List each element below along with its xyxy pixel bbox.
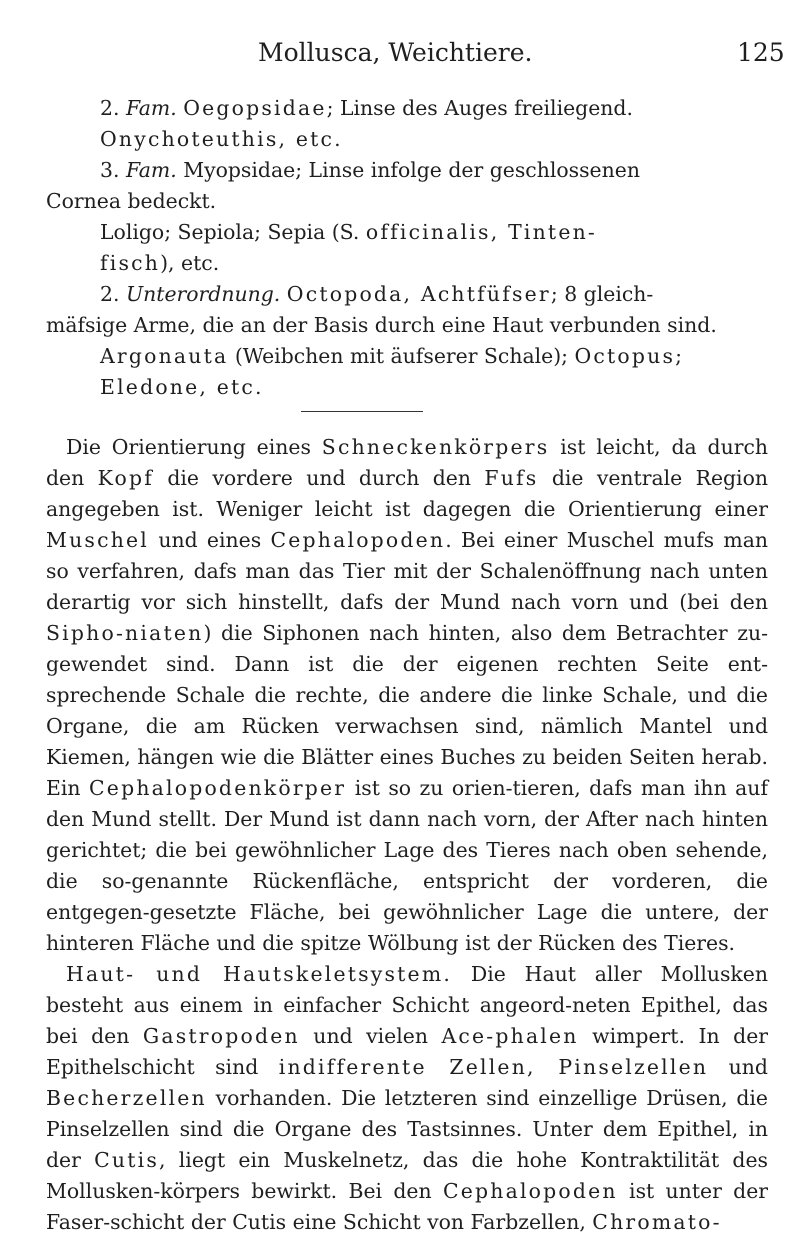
taxon-examples: Onychoteuthis, etc. bbox=[100, 127, 343, 151]
paragraph-orientation: Die Orientierung eines Schneckenkörpers ist leicht, da durch den Kopf die vordere und durch den Fufs die ventrale Region angegeben ist. Weniger leicht ist dagegen die Orientierung einer Muschel und eines Cephalopoden. Bei einer Muschel mufs man so verfahren, dafs man das Tier mit der Schalenöffnung nach unten derartig vor sich hinstellt, dafs der Mund nach vorn und (bei den Sipho-niaten) die Siphonen nach hinten, also dem Betrachter zu-gewendet sind. Dann ist die der eigenen rechten Seite ent-sprechende Schale die rechte, die andere die linke Schale, und die Organe, die am Rücken verwachsen sind, nämlich Mantel und Kiemen, hängen wie die Blätter eines Buches zu beiden Seiten herab. Ein Cephalopodenkörper ist so zu orien-tieren, dafs man ihn auf den Mund stellt. Der Mund ist dann nach vorn, der After nach hinten gerichtet; die bei gewöhnlicher Lage des Tieres nach oben sehende, die so-genannte Rückenfläche, entspricht der vorderen, die entgegen-gesetzte Fläche, bei gewöhnlicher Lage die untere, der hinteren Fläche und die spitze Wölbung ist der Rücken des Tieres. bbox=[46, 435, 769, 955]
taxon-line: 3. Fam. Myopsidae; Linse infolge der geschlossenen bbox=[100, 158, 640, 182]
running-title: Mollusca, Weichtiere. bbox=[258, 38, 533, 67]
taxon-examples: fisch), etc. bbox=[100, 251, 220, 275]
taxon-examples: Eledone, etc. bbox=[100, 375, 264, 399]
taxon-examples: Loligo; Sepiola; Sepia (S. officinalis, Tinten- bbox=[100, 220, 598, 244]
page-body bbox=[46, 93, 768, 1238]
taxon-examples: Argonauta (Weibchen mit äufserer Schale); Octopus; bbox=[100, 344, 683, 368]
taxon-continuation: mäfsige Arme, die an der Basis durch eine Haut verbunden sind. bbox=[46, 313, 717, 337]
paragraph-skin-system: Haut- und Hautskeletsystem. Die Haut aller Mollusken besteht aus einem in einfacher Schicht angeord-neten Epithel, das bei den Gastropoden und vielen Ace-phalen wimpert. In der Epithelschicht sind indifferente Zellen, Pinselzellen und Becherzellen vorhanden. Die letzteren sind einzellige Drüsen, die Pinselzellen sind die Organe des Tastsinnes. Unter dem Epithel, in der Cutis, liegt ein Muskelnetz, das die hohe Kontraktilität des Mollusken-körpers bewirkt. Bei den Cephalopoden ist unter der Faser-schicht der Cutis eine Schicht von Farbzellen, Chromato- bbox=[46, 962, 769, 1234]
page-header bbox=[0, 38, 800, 78]
taxon-line: 2. Fam. Oegopsidae; Linse des Auges freiliegend. bbox=[100, 96, 633, 120]
section-divider bbox=[301, 411, 423, 412]
taxon-continuation: Cornea bedeckt. bbox=[46, 189, 217, 213]
taxon-line: 2. Unterordnung. Octopoda, Achtfüfser; 8 gleich- bbox=[100, 282, 654, 306]
page-number: 125 bbox=[737, 38, 785, 67]
